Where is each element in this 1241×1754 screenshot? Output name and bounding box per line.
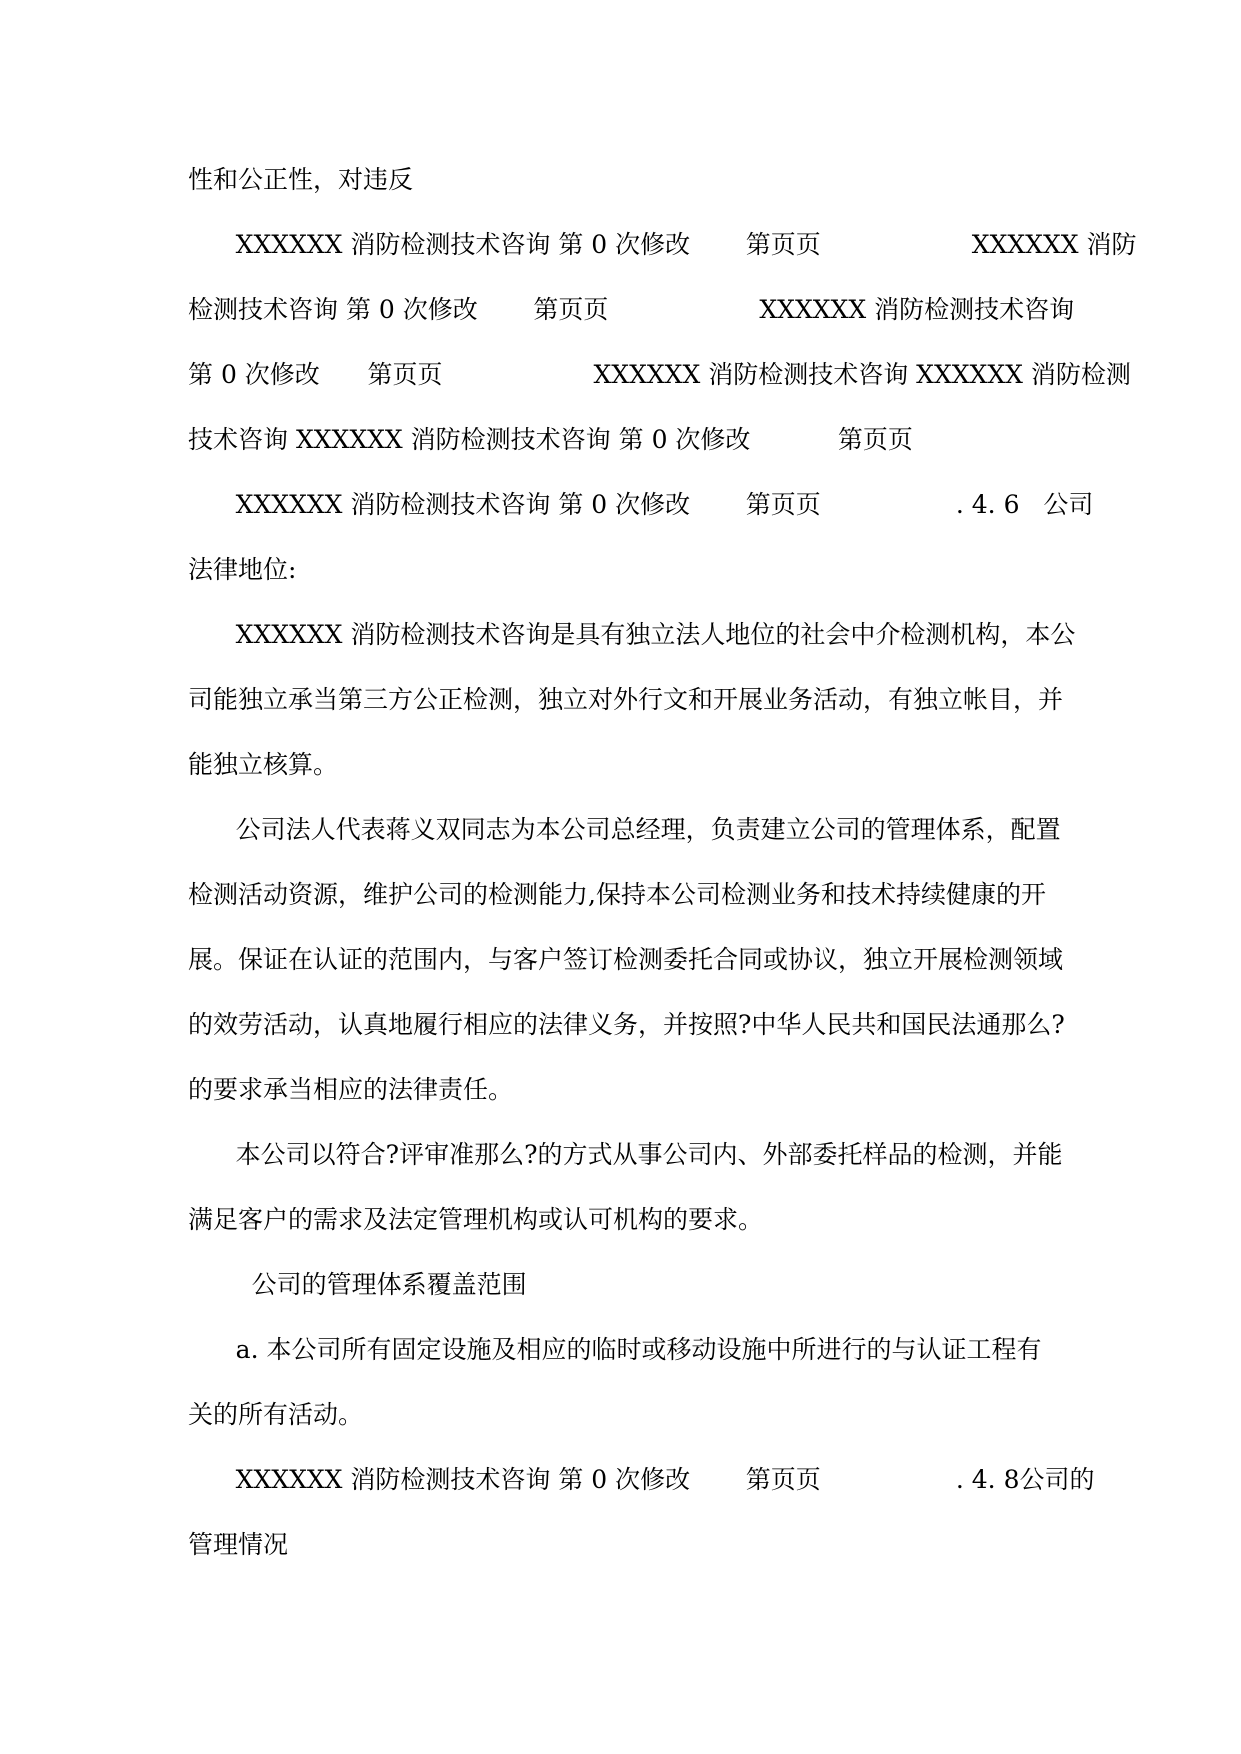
text-line: 技术咨询 XXXXXX 消防检测技术咨询 第 0 次修改 第页页 xyxy=(188,425,913,454)
document-text-block xyxy=(188,147,1137,1577)
text-line: 公司法人代表蒋义双同志为本公司总经理，负责建立公司的管理体系，配置 xyxy=(188,815,1061,844)
text-line: 第 0 次修改 第页页 XXXXXX 消防检测技术咨询 XXXXXX 消防检测 xyxy=(188,360,1131,389)
text-line: 满足客户的需求及法定管理机构或认可机构的要求。 xyxy=(188,1205,764,1234)
text-line: XXXXXX 消防检测技术咨询 第 0 次修改 第页页 XXXXXX 消防 xyxy=(188,230,1137,259)
text-line: 法律地位: xyxy=(188,555,297,584)
text-line: XXXXXX 消防检测技术咨询 第 0 次修改 第页页 . 4. 8公司的 xyxy=(188,1465,1095,1494)
text-line: 检测技术咨询 第 0 次修改 第页页 XXXXXX 消防检测技术咨询 xyxy=(188,295,1075,324)
text-line: 关的所有活动。 xyxy=(188,1400,364,1429)
text-line: a. 本公司所有固定设施及相应的临时或移动设施中所进行的与认证工程有 xyxy=(188,1335,1042,1364)
text-line: 司能独立承当第三方公正检测，独立对外行文和开展业务活动，有独立帐目，并 xyxy=(188,685,1064,714)
text-line: 性和公正性，对违反 xyxy=(188,165,414,194)
text-line: 本公司以符合?评审准那么?的方式从事公司内、外部委托样品的检测，并能 xyxy=(188,1140,1063,1169)
text-line: 管理情况 xyxy=(188,1530,289,1559)
text-line: 检测活动资源，维护公司的检测能力,保持本公司检测业务和技术持续健康的开 xyxy=(188,880,1046,909)
text-line: 的要求承当相应的法律责任。 xyxy=(188,1075,514,1104)
text-line: 能独立核算。 xyxy=(188,750,339,779)
text-line: 的效劳活动，认真地履行相应的法律义务，并按照?中华人民共和国民法通那么? xyxy=(188,1010,1065,1039)
text-line: XXXXXX 消防检测技术咨询是具有独立法人地位的社会中介检测机构，本公 xyxy=(188,620,1076,649)
text-line: 展。保证在认证的范围内，与客户签订检测委托合同或协议，独立开展检测领域 xyxy=(188,945,1064,974)
text-line: XXXXXX 消防检测技术咨询 第 0 次修改 第页页 . 4. 6 公司 xyxy=(188,490,1094,519)
text-line: 公司的管理体系覆盖范围 xyxy=(188,1270,527,1299)
